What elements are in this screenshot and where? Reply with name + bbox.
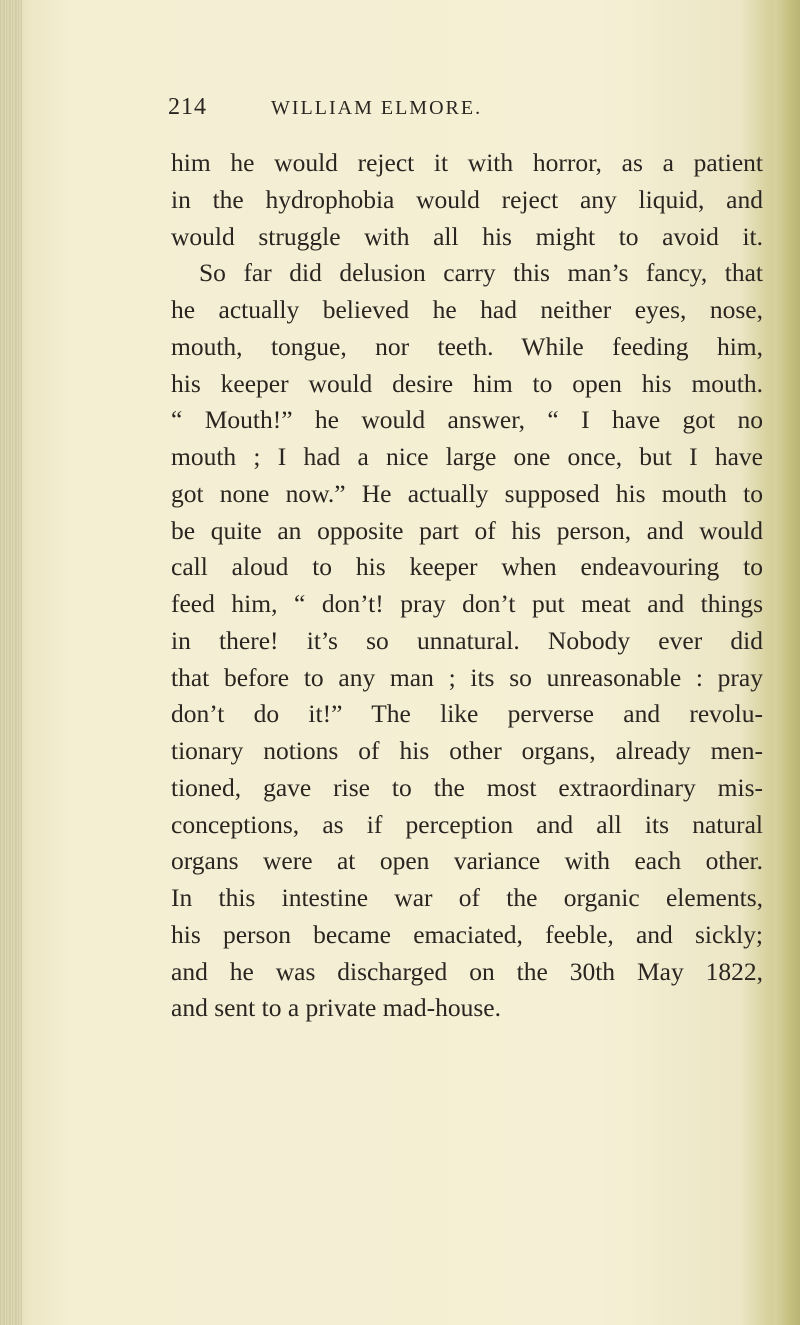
text-line: “ Mouth!” he would answer, “ I have got no [171, 405, 763, 435]
text-line: So far did delusion carry this man’s fancy, that [199, 258, 763, 288]
page-edge [774, 0, 800, 1325]
text-line: don’t do it!” The like perverse and revolu- [171, 699, 763, 729]
text-line: in the hydrophobia would reject any liquid, and [171, 184, 763, 214]
text-line: feed him, “ don’t! pray don’t put meat and things [171, 589, 763, 618]
text-line: In this intestine war of the organic elements, [171, 883, 763, 912]
text-line: mouth ; I had a nice large one once, but I have [171, 442, 763, 471]
text-line: in there! it’s so unnatural. Nobody ever did [171, 625, 763, 655]
text-line: tioned, gave rise to the most extraordinary mis- [171, 772, 763, 802]
text-line: tionary notions of his other organs, already men- [171, 736, 763, 765]
text-line: his person became emaciated, feeble, and sickly; [171, 919, 763, 949]
page-number: 214 [168, 94, 207, 120]
text-line: mouth, tongue, nor teeth. While feeding him, [171, 331, 763, 361]
running-head: WILLIAM ELMORE. [271, 97, 483, 119]
text-line: he actually believed he had neither eyes, nose, [171, 295, 763, 324]
page-gutter [0, 0, 22, 1325]
text-line: and he was discharged on the 30th May 1822, [171, 956, 763, 986]
text-line: and sent to a private mad-house. [171, 993, 501, 1023]
body-text [171, 145, 763, 1027]
text-line: call aloud to his keeper when endeavouring to [171, 552, 763, 582]
page-header [168, 94, 758, 126]
text-line: conceptions, as if perception and all its natural [171, 809, 763, 839]
text-line: be quite an opposite part of his person, and would [171, 515, 763, 545]
text-line: would struggle with all his might to avoid it. [171, 221, 763, 251]
text-line: his keeper would desire him to open his mouth. [171, 368, 763, 398]
text-line: that before to any man ; its so unreasonable : pray [171, 662, 763, 692]
text-line: him he would reject it with horror, as a patient [171, 148, 763, 177]
text-line: organs were at open variance with each other. [171, 846, 763, 876]
text-line: got none now.” He actually supposed his mouth to [171, 478, 763, 508]
